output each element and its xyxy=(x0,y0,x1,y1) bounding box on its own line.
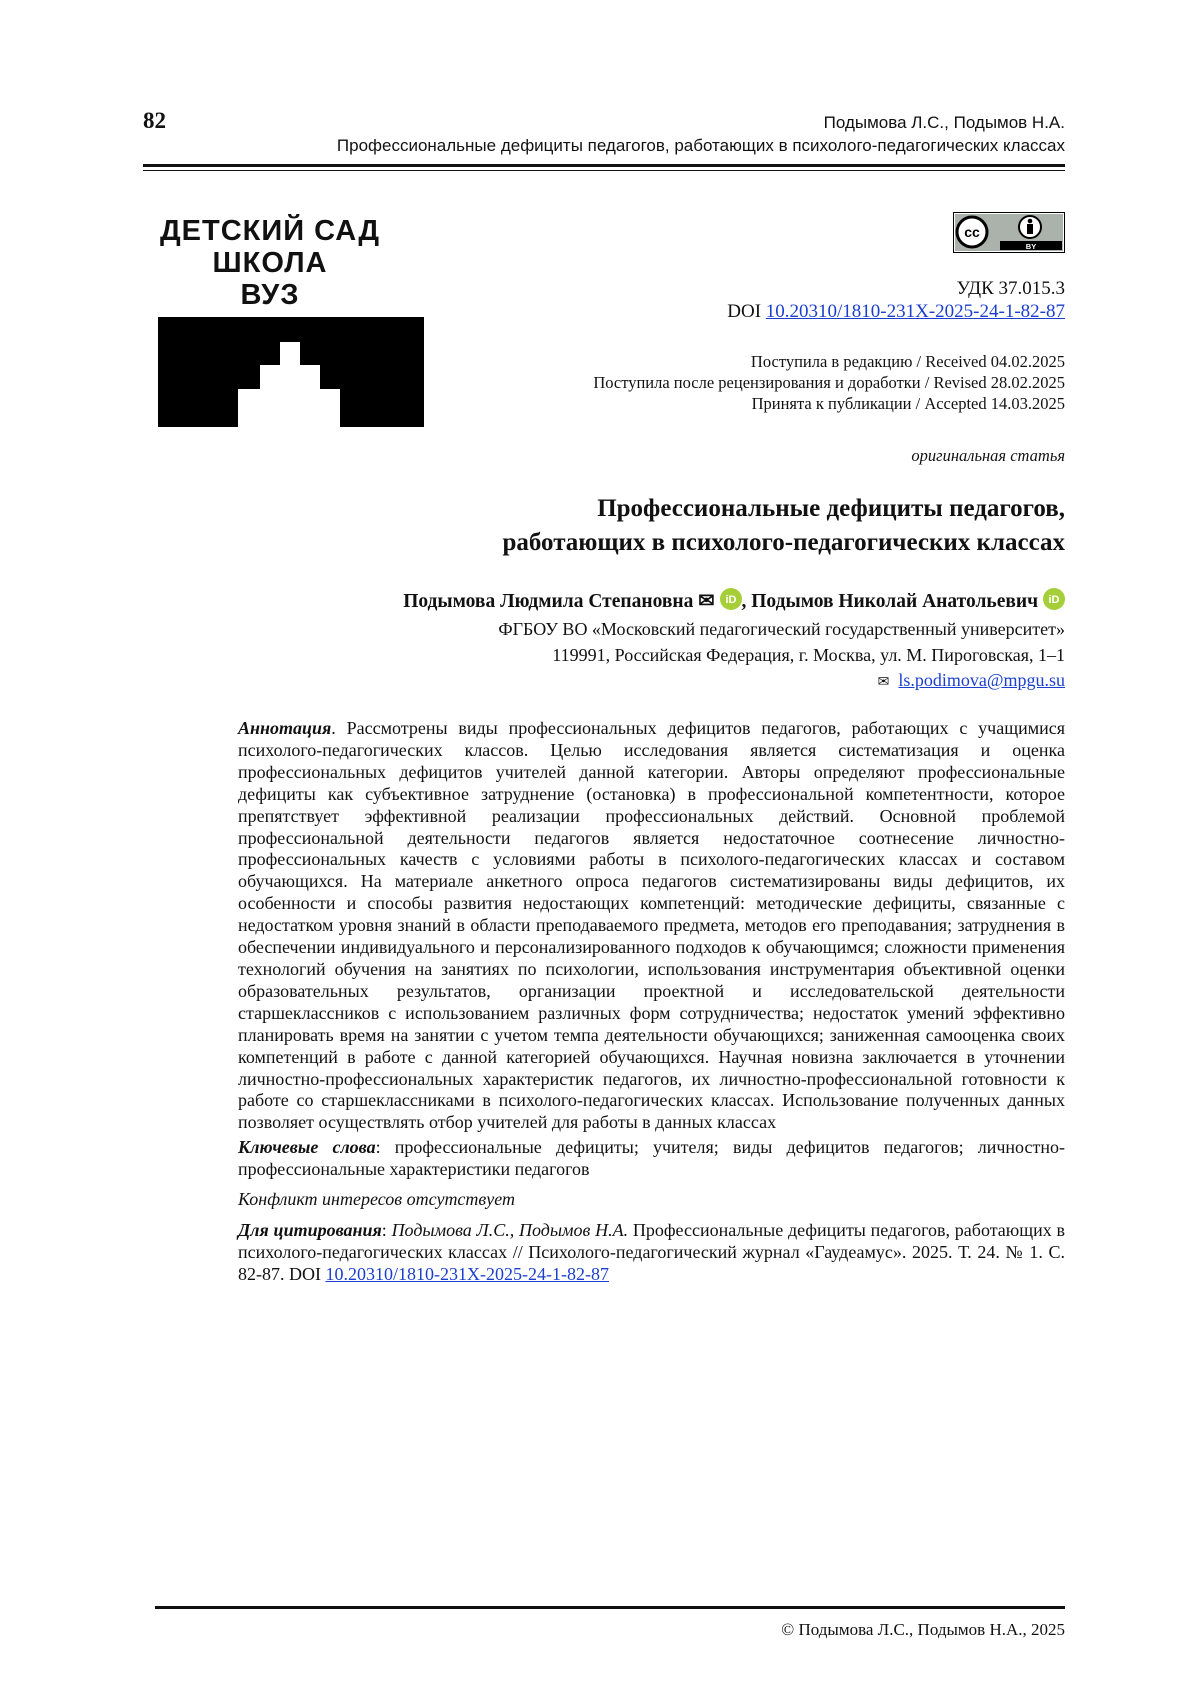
header-rule-thin xyxy=(143,170,1065,171)
logo-line-1: ДЕТСКИЙ САД xyxy=(159,215,380,247)
orcid-icon[interactable] xyxy=(720,588,742,610)
journal-logo xyxy=(155,215,435,430)
citation-doi-link[interactable]: 10.20310/1810-231X-2025-24-1-82-87 xyxy=(325,1263,609,1284)
email-icon: ✉ xyxy=(877,675,890,690)
orcid-icon[interactable] xyxy=(1043,588,1065,610)
keywords-paragraph xyxy=(238,1137,1065,1181)
udk-code: УДК 37.015.3 xyxy=(956,278,1065,299)
cc-by-license-badge[interactable] xyxy=(953,212,1065,253)
author-email-link[interactable]: ls.podimova@mpgu.su xyxy=(898,670,1065,690)
title-line-2: работающих в психолого-педагогических классах xyxy=(502,529,1065,556)
logo-line-3: ВУЗ xyxy=(240,279,300,311)
author-2-name: Подымов Николай Анатольевич xyxy=(751,591,1039,612)
author-1-name: Подымова Людмила Степановна xyxy=(403,591,694,612)
cc-by-icon xyxy=(953,212,1065,253)
abstract-block xyxy=(238,718,1065,1286)
svg-text:iD: iD xyxy=(725,594,736,606)
svg-text:cc: cc xyxy=(964,224,980,240)
header-rule xyxy=(143,164,1065,167)
abstract-label: Аннотация xyxy=(238,718,332,738)
date-accepted: Принята к публикации / Accepted 14.03.2025 xyxy=(751,394,1065,413)
author-separator: , xyxy=(741,591,747,612)
running-authors: Подымова Л.С., Подымов Н.А. xyxy=(823,113,1065,132)
title-line-1: Профессиональные дефициты педагогов, xyxy=(597,495,1065,522)
affiliation-org: ФГБОУ ВО «Московский педагогический государственный университет» xyxy=(498,619,1065,639)
abstract-paragraph xyxy=(238,718,1065,1134)
footer-rule xyxy=(155,1606,1065,1609)
citation-label: Для цитирования xyxy=(238,1219,382,1240)
email-line xyxy=(878,670,1065,691)
running-title: Профессиональные дефициты педагогов, работающих в психолого-педагогических классах xyxy=(336,136,1065,155)
date-revised: Поступила после рецензирования и доработки / Revised 28.02.2025 xyxy=(593,373,1065,392)
keywords-text: : профессиональные дефициты; учителя; виды дефицитов педагогов; личностно-профессиональные характеристики педагогов xyxy=(238,1137,1065,1180)
logo-line-2: ШКОЛА xyxy=(212,247,328,279)
svg-text:BY: BY xyxy=(1025,242,1037,251)
article-title xyxy=(502,492,1065,560)
abstract-text: . Рассмотрены виды профессиональных дефицитов педагогов, работающих с учащимися психолого-педагогических классов. Целью исследования является систематизация и оценка профессиональных дефицитов учителей данной категории. Авторы определяют профессиональные дефициты как субъективное затруднение (остановка) в профессиональной компетентности, которое препятствует эффективной реализации профессиональных действий. Основной проблемой профессиональной деятельности педагогов является недостаточное соотнесение личностно-профессиональных качеств с условиями работы в психолого-педагогических классах и составом обучающихся. На материале анкетного опроса педагогов систематизированы виды дефицитов, их особенности и способы развития недостающих компетенций: методические дефициты, связанные с недостатком уровня знаний в области преподаваемого предмета, методов его преподавания; затруднения в обеспечении индивидуального и персонализированного подходов к обучающимся; сложности применения технологий обучения на занятиях по психологии, использования инструментария объективной оценки образовательных результатов, организации проектной и исследовательской деятельности старшеклассников с использованием различных форм сотрудничества; недостаток умений эффективно планировать время на занятии с учетом темпа деятельности обучающихся; заниженная самооценка своих компетенций в работе с данной категорией обучающихся. Научная новизна заключается в уточнении личностно-профессиональных характеристик педагогов, их личностно-профессиональной готовности к работе со старшеклассниками в психолого-педагогических классах. Использование полученных данных позволяет осуществлять отбор учителей для работы в данных классах xyxy=(238,718,1065,1133)
article-type: оригинальная статья xyxy=(911,446,1065,465)
author-list xyxy=(403,588,1065,613)
mail-icon: ✉ xyxy=(698,591,715,612)
citation-authors: Подымова Л.С., Подымов Н.А. xyxy=(391,1219,629,1240)
affiliation-address: 119991, Российская Федерация, г. Москва, ул. М. Пироговская, 1–1 xyxy=(552,645,1065,665)
citation-colon: : xyxy=(381,1219,392,1240)
date-received: Поступила в редакцию / Received 04.02.2025 xyxy=(750,352,1065,371)
citation-paragraph xyxy=(238,1220,1065,1286)
doi-prefix: DOI xyxy=(727,301,762,322)
citation-text: Профессиональные дефициты педагогов, работающих в психолого-педагогических классах // Психолого-педагогический журнал «Гаудеамус». 2025. Т. 24. № 1. С. 82-87. DOI xyxy=(238,1219,1065,1284)
logo-steps-graphic xyxy=(158,317,424,427)
svg-text:iD: iD xyxy=(1048,594,1060,606)
page-number: 82 xyxy=(143,108,166,133)
doi-link[interactable]: 10.20310/1810-231X-2025-24-1-82-87 xyxy=(765,301,1065,322)
copyright-footer: © Подымова Л.С., Подымов Н.А., 2025 xyxy=(781,1620,1065,1639)
keywords-label: Ключевые слова xyxy=(238,1137,376,1158)
conflict-statement: Конфликт интересов отсутствует xyxy=(238,1189,515,1210)
doi-line xyxy=(727,301,1065,323)
